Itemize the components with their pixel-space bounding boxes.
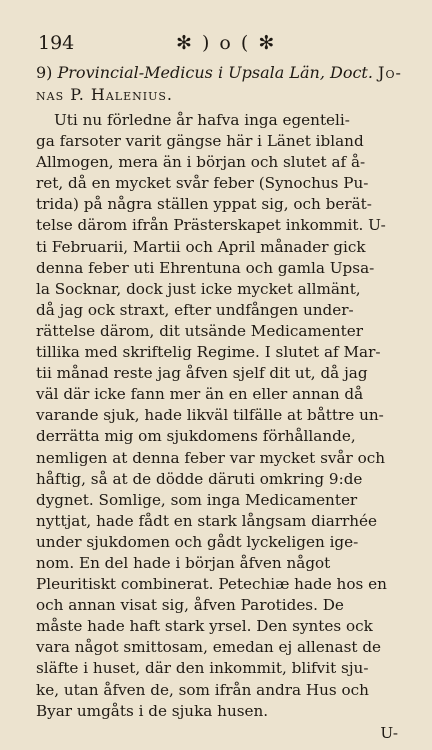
text-line: telse därom ifrån Prästerskapet inkommit. U- (36, 216, 386, 235)
section-number: 9) (36, 63, 53, 82)
text-line: och annan visat sig, åfven Parotides. De (36, 596, 344, 615)
text-line: ti Februarii, Martii och April månader gick (36, 237, 366, 256)
text-line: väl där icke fann mer än en eller annan då (36, 385, 364, 404)
text-line: ke, utan åfven de, som ifrån andra Hus och (36, 680, 369, 699)
text-line: trida) på några ställen yppat sig, och berät- (36, 195, 372, 214)
text-line: nom. En del hade i början åfven något (36, 553, 331, 572)
text-line: ret, då en mycket svår feber (Synochus Pu- (36, 174, 369, 193)
author-name-part1: Jo- (378, 63, 402, 82)
page-header (36, 24, 402, 54)
author-name-part2: nas P. Halenius. (36, 85, 173, 104)
section-title: Provincial-Medicus i Upsala Län, Doct. (57, 63, 373, 82)
header-ornament: ✻ ) o ( ✻ (176, 32, 277, 54)
page-number: 194 (38, 32, 75, 54)
text-line: ga farsoter varit gängse här i Länet ibland (36, 132, 364, 151)
text-line: denna feber uti Ehrentuna och gamla Upsa- (36, 258, 375, 277)
text-line: rättelse därom, dit utsände Medicamenter (36, 321, 363, 340)
text-line: tii månad reste jag åfven sjelf dit ut, då jag (36, 364, 368, 383)
text-line: Uti nu förledne år hafva inga egenteli- (54, 111, 350, 129)
text-line: Pleuritiskt combinerat. Petechiæ hade hos en (36, 575, 387, 594)
text-line: måste hade haft stark yrsel. Den syntes ock (36, 617, 373, 636)
catchword: U- (380, 723, 398, 742)
text-line: tillika med skriftelig Regime. I slutet af Mar- (36, 343, 381, 362)
text-line: derrätta mig om sjukdomens förhållande, (36, 427, 356, 446)
text-line: släfte i huset, där den inkommit, blifvit sju- (36, 659, 369, 678)
text-line: dygnet. Somlige, som inga Medicamenter (36, 490, 358, 509)
text-line: vara något smittosam, emedan ej allenast de (36, 638, 382, 657)
section-heading (36, 62, 402, 106)
text-line: la Socknar, dock just icke mycket allmänt, (36, 279, 361, 298)
text-line: håftig, så at de dödde däruti omkring 9:de (36, 469, 363, 488)
text-line: nyttjat, hade fådt en stark långsam diarrhée (36, 511, 378, 530)
body-text (36, 110, 402, 722)
text-line: Allmogen, mera än i början och slutet af å- (36, 153, 366, 172)
text-line: Byar umgåts i de sjuka husen. (36, 701, 269, 720)
text-line: under sjukdomen och gådt lyckeligen ige- (36, 532, 359, 551)
text-line: nemligen at denna feber var mycket svår och (36, 448, 386, 467)
text-line: då jag ock straxt, efter undfången under- (36, 300, 354, 319)
text-line: varande sjuk, hade likväl tilfälle at båttre un- (36, 406, 384, 425)
